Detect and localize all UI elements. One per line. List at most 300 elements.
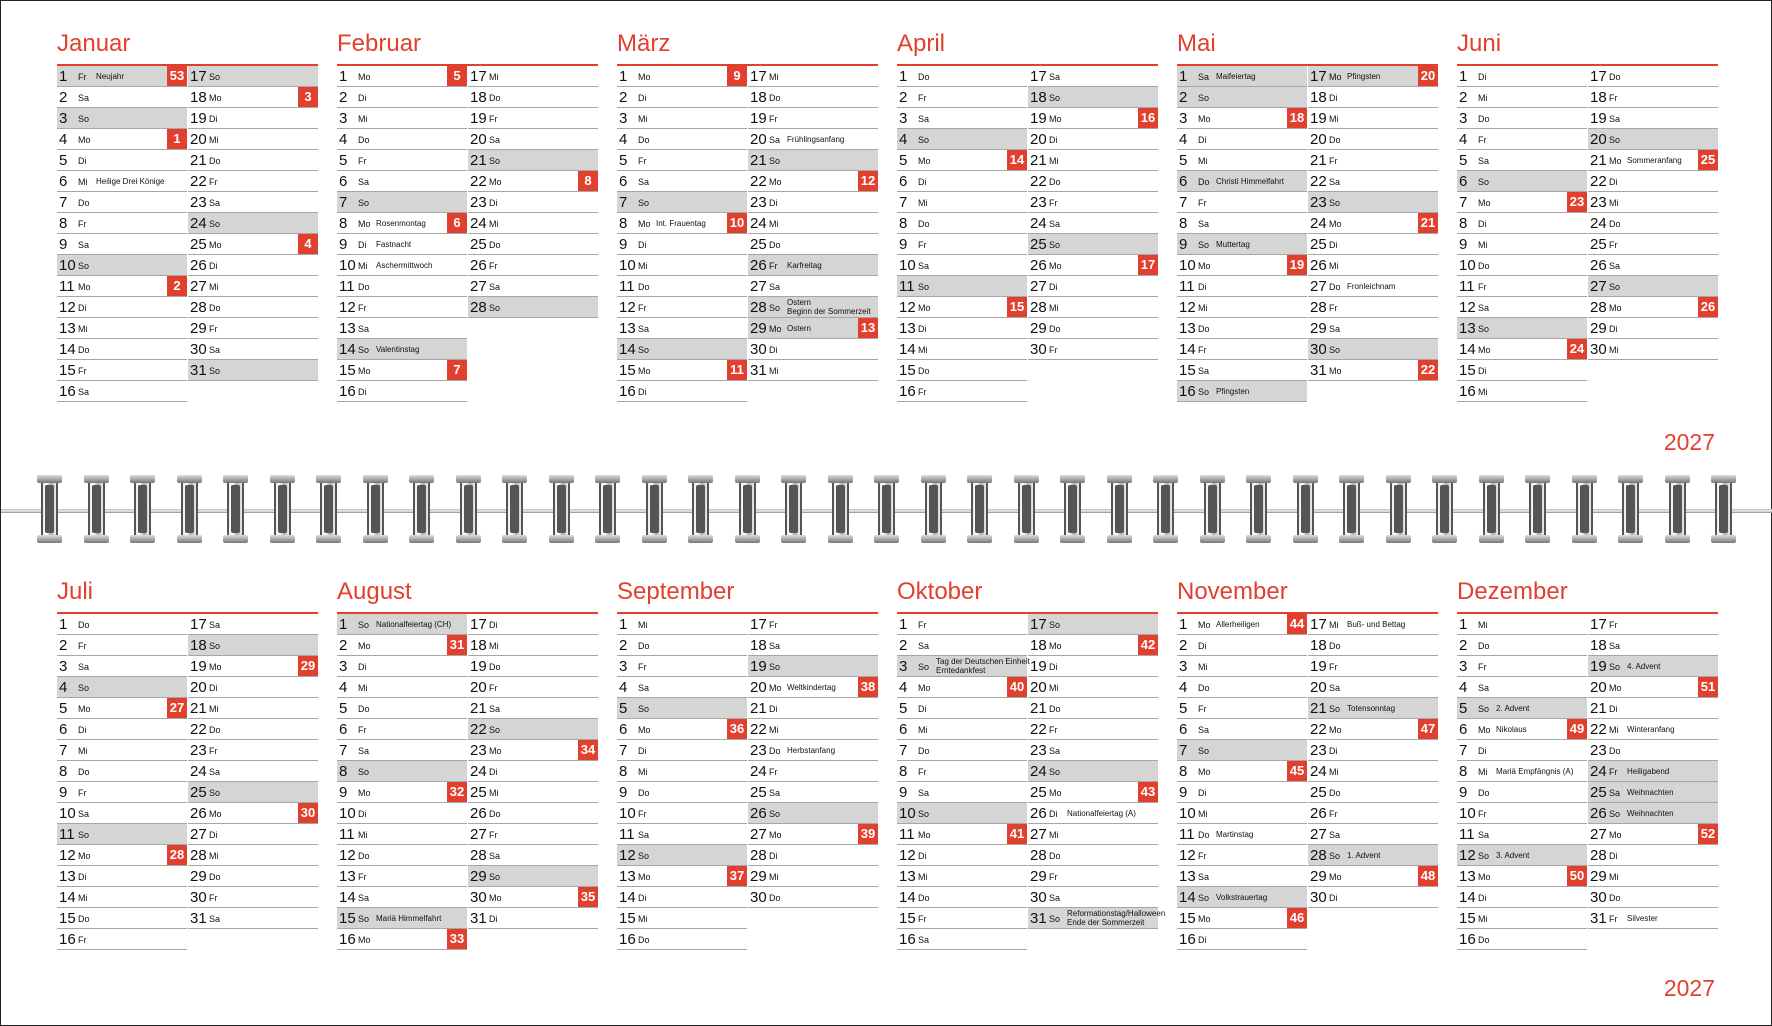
weekday-label: Fr xyxy=(769,767,778,777)
weekday-label: Mi xyxy=(1198,809,1208,819)
week-number-badge: 7 xyxy=(447,360,467,380)
day-number: 27 xyxy=(470,826,487,843)
weekday-label: Sa xyxy=(78,387,90,397)
day-row xyxy=(617,887,747,908)
weekday-label: Sa xyxy=(78,809,90,819)
weekday-label: Mo xyxy=(638,72,651,82)
day-row xyxy=(337,255,467,276)
days-column-2 xyxy=(748,614,878,908)
day-row xyxy=(57,614,187,635)
day-number: 20 xyxy=(750,679,767,696)
day-row xyxy=(337,318,467,339)
day-row xyxy=(1028,824,1158,845)
day-number: 1 xyxy=(899,68,908,85)
weekday-label: Do xyxy=(918,746,930,756)
day-number: 16 xyxy=(1459,931,1476,948)
weekday-label: Di xyxy=(769,851,778,861)
day-row xyxy=(1588,339,1718,360)
day-number: 7 xyxy=(59,194,68,211)
day-number: 2 xyxy=(619,637,628,654)
day-number: 21 xyxy=(1030,152,1047,169)
day-row xyxy=(337,677,467,698)
days-column-2 xyxy=(188,614,318,929)
weekday-label: Mo xyxy=(209,93,222,103)
weekday-label: Mi xyxy=(1609,345,1619,355)
day-row xyxy=(57,66,187,87)
weekday-label: So xyxy=(1609,809,1621,819)
day-row xyxy=(617,656,747,677)
weekday-label: So xyxy=(1329,198,1341,208)
day-number: 30 xyxy=(1310,889,1327,906)
day-row xyxy=(1177,150,1307,171)
weekday-label: Di xyxy=(1049,662,1058,672)
weekday-label: Do xyxy=(638,935,650,945)
day-number: 2 xyxy=(1179,637,1188,654)
day-number: 15 xyxy=(899,362,916,379)
day-row xyxy=(748,866,878,887)
weekday-label: Mo xyxy=(1609,683,1622,693)
day-row xyxy=(57,908,187,929)
days-column-2 xyxy=(1028,614,1166,929)
weekday-label: Di xyxy=(1329,93,1338,103)
weekday-label: Di xyxy=(209,683,218,693)
weekday-label: Fr xyxy=(769,620,778,630)
day-row xyxy=(1457,803,1587,824)
day-number: 8 xyxy=(1459,215,1468,232)
day-row xyxy=(1177,740,1307,761)
days-column-1 xyxy=(57,614,187,950)
weekday-label: Fr xyxy=(918,767,927,777)
day-row xyxy=(748,782,878,803)
day-number: 2 xyxy=(1459,89,1468,106)
day-number: 7 xyxy=(1179,194,1188,211)
day-number: 24 xyxy=(750,215,767,232)
day-row xyxy=(57,234,187,255)
day-row xyxy=(1308,129,1438,150)
weekday-label: Sa xyxy=(1049,219,1061,229)
day-row xyxy=(897,318,1027,339)
day-number: 14 xyxy=(899,341,916,358)
day-row xyxy=(748,129,878,150)
day-row xyxy=(617,824,747,845)
weekday-label: Sa xyxy=(918,641,930,651)
day-row xyxy=(188,192,318,213)
day-row xyxy=(57,656,187,677)
weekday-label: So xyxy=(769,303,781,313)
day-row xyxy=(468,887,598,908)
weekday-label: Mo xyxy=(1329,872,1342,882)
day-number: 17 xyxy=(470,616,487,633)
month-grid xyxy=(337,64,598,400)
weekday-label: Do xyxy=(769,893,781,903)
day-row xyxy=(337,129,467,150)
weekday-label: So xyxy=(1478,851,1490,861)
weekday-label: So xyxy=(1329,345,1341,355)
holiday-label: Allerheiligen xyxy=(1216,620,1260,629)
day-number: 11 xyxy=(59,826,75,843)
day-number: 25 xyxy=(190,236,207,253)
day-row xyxy=(337,761,467,782)
month-2 xyxy=(337,30,598,400)
weekday-label: Sa xyxy=(638,683,650,693)
day-number: 20 xyxy=(1310,679,1327,696)
day-row xyxy=(468,803,598,824)
day-number: 6 xyxy=(339,173,348,190)
week-number-badge: 22 xyxy=(1418,360,1438,380)
weekday-label: Di xyxy=(1609,177,1618,187)
day-row xyxy=(1457,150,1587,171)
days-column-2 xyxy=(1588,66,1718,360)
weekday-label: Do xyxy=(1049,704,1061,714)
day-number: 26 xyxy=(470,257,487,274)
weekday-label: Di xyxy=(918,704,927,714)
day-row xyxy=(897,656,1030,677)
holiday-label: Ostern xyxy=(787,324,812,333)
weekday-label: So xyxy=(918,135,930,145)
day-number: 2 xyxy=(1179,89,1188,106)
day-number: 23 xyxy=(190,194,207,211)
weekday-label: Sa xyxy=(638,830,650,840)
week-number-badge: 38 xyxy=(858,677,878,697)
day-number: 20 xyxy=(470,679,487,696)
day-number: 6 xyxy=(1459,721,1468,738)
day-number: 24 xyxy=(190,215,207,232)
weekday-label: Do xyxy=(638,282,650,292)
spiral-ring xyxy=(828,475,853,543)
weekday-label: Mo xyxy=(358,366,371,376)
day-row xyxy=(617,150,747,171)
weekday-label: Mo xyxy=(1609,156,1622,166)
day-number: 6 xyxy=(899,721,908,738)
weekday-label: Fr xyxy=(78,219,87,229)
weekday-label: Do xyxy=(1198,324,1210,334)
day-number: 14 xyxy=(339,341,356,358)
weekday-label: So xyxy=(1478,704,1490,714)
weekday-label: Do xyxy=(1329,788,1341,798)
day-number: 14 xyxy=(1179,341,1196,358)
spiral-ring xyxy=(1339,475,1364,543)
weekday-label: Do xyxy=(1049,851,1061,861)
day-number: 22 xyxy=(1590,173,1607,190)
day-row xyxy=(1028,108,1158,129)
weekday-label: Sa xyxy=(769,135,781,145)
day-row xyxy=(1028,677,1158,698)
days-column-2 xyxy=(1028,66,1158,360)
day-row xyxy=(1588,234,1718,255)
day-number: 15 xyxy=(1459,362,1476,379)
day-number: 11 xyxy=(1179,278,1195,295)
month-3 xyxy=(617,30,878,400)
day-row xyxy=(1177,782,1307,803)
weekday-label: Di xyxy=(1478,893,1487,903)
weekday-label: So xyxy=(489,872,501,882)
day-number: 16 xyxy=(899,383,916,400)
day-number: 23 xyxy=(190,742,207,759)
day-row xyxy=(897,719,1027,740)
day-row xyxy=(57,929,187,950)
weekday-label: Mi xyxy=(1329,261,1339,271)
day-row xyxy=(188,824,318,845)
day-row xyxy=(57,740,187,761)
day-row xyxy=(1308,740,1438,761)
day-number: 27 xyxy=(750,278,767,295)
holiday-label: Buß- und Bettag xyxy=(1347,620,1406,629)
day-number: 26 xyxy=(1590,257,1607,274)
day-row xyxy=(1588,192,1718,213)
weekday-label: Fr xyxy=(1478,135,1487,145)
week-number-badge: 34 xyxy=(578,740,598,760)
weekday-label: So xyxy=(358,345,370,355)
day-row xyxy=(1457,698,1587,719)
day-row xyxy=(617,360,747,381)
day-number: 19 xyxy=(1030,658,1047,675)
day-number: 18 xyxy=(750,89,767,106)
weekday-label: So xyxy=(489,303,501,313)
day-number: 22 xyxy=(470,173,487,190)
day-row xyxy=(57,845,187,866)
day-number: 10 xyxy=(59,257,76,274)
weekday-label: Di xyxy=(209,261,218,271)
day-row xyxy=(188,276,318,297)
day-number: 1 xyxy=(1459,68,1468,85)
holiday-label: Valentinstag xyxy=(376,345,420,354)
day-row xyxy=(1457,129,1587,150)
day-row xyxy=(337,66,467,87)
weekday-label: Mo xyxy=(1329,725,1342,735)
day-row xyxy=(1308,234,1438,255)
weekday-label: Di xyxy=(1478,72,1487,82)
day-number: 30 xyxy=(190,889,207,906)
weekday-label: Do xyxy=(1478,114,1490,124)
day-number: 19 xyxy=(1310,110,1327,127)
weekday-label: So xyxy=(638,851,650,861)
day-number: 19 xyxy=(750,658,767,675)
weekday-label: Mi xyxy=(1609,872,1619,882)
weekday-label: Fr xyxy=(78,72,87,82)
weekday-label: Mo xyxy=(358,641,371,651)
day-row xyxy=(1457,108,1587,129)
month-grid xyxy=(617,64,878,400)
weekday-label: So xyxy=(1329,704,1341,714)
weekday-label: Di xyxy=(638,893,647,903)
weekday-label: Do xyxy=(1478,788,1490,798)
day-number: 5 xyxy=(1459,700,1468,717)
weekday-label: Fr xyxy=(638,662,647,672)
weekday-label: So xyxy=(209,641,221,651)
weekday-label: Di xyxy=(638,387,647,397)
day-number: 9 xyxy=(619,784,628,801)
day-row xyxy=(468,87,598,108)
day-number: 6 xyxy=(339,721,348,738)
day-row xyxy=(1177,824,1307,845)
weekday-label: Mo xyxy=(1198,261,1211,271)
day-number: 1 xyxy=(1179,68,1188,85)
day-number: 12 xyxy=(1179,847,1196,864)
day-row xyxy=(748,360,878,381)
weekday-label: Fr xyxy=(638,303,647,313)
month-grid xyxy=(337,612,598,948)
day-number: 5 xyxy=(899,152,908,169)
weekday-label: Mi xyxy=(489,219,499,229)
day-row xyxy=(337,614,467,635)
day-row xyxy=(897,87,1027,108)
day-number: 9 xyxy=(59,236,68,253)
day-row xyxy=(897,782,1027,803)
day-row xyxy=(57,719,187,740)
day-number: 28 xyxy=(1310,299,1327,316)
day-number: 28 xyxy=(190,299,207,316)
day-number: 25 xyxy=(190,784,207,801)
day-number: 30 xyxy=(470,889,487,906)
spiral-ring xyxy=(921,475,946,543)
day-row xyxy=(1308,782,1438,803)
month-grid xyxy=(617,612,878,948)
day-row xyxy=(188,108,318,129)
day-number: 27 xyxy=(1590,826,1607,843)
weekday-label: Do xyxy=(78,767,90,777)
day-number: 22 xyxy=(1030,721,1047,738)
spiral-ring xyxy=(595,475,620,543)
day-number: 12 xyxy=(339,847,356,864)
weekday-label: Mo xyxy=(358,788,371,798)
day-row xyxy=(1588,908,1718,929)
day-row xyxy=(617,234,747,255)
day-number: 11 xyxy=(899,278,915,295)
days-column-2 xyxy=(1588,614,1718,929)
day-number: 29 xyxy=(1030,868,1047,885)
day-row xyxy=(188,698,318,719)
day-number: 8 xyxy=(1179,763,1188,780)
day-number: 7 xyxy=(59,742,68,759)
day-row xyxy=(1588,845,1718,866)
day-number: 21 xyxy=(750,152,767,169)
day-row xyxy=(1177,318,1307,339)
day-row xyxy=(897,866,1027,887)
weekday-label: Do xyxy=(358,282,370,292)
weekday-label: Mi xyxy=(1609,198,1619,208)
day-number: 19 xyxy=(1590,658,1607,675)
day-number: 30 xyxy=(1030,889,1047,906)
day-row xyxy=(897,908,1027,929)
weekday-label: Do xyxy=(1049,177,1061,187)
day-row xyxy=(1457,255,1587,276)
week-number-badge: 21 xyxy=(1418,213,1438,233)
day-number: 5 xyxy=(59,700,68,717)
day-number: 12 xyxy=(1179,299,1196,316)
weekday-label: Di xyxy=(358,662,367,672)
day-number: 21 xyxy=(750,700,767,717)
day-row xyxy=(1457,381,1587,402)
day-number: 18 xyxy=(750,637,767,654)
day-row xyxy=(1457,677,1587,698)
day-number: 8 xyxy=(1459,763,1468,780)
spiral-ring xyxy=(1293,475,1318,543)
holiday-label: Mariä Himmelfahrt xyxy=(376,914,442,923)
weekday-label: So xyxy=(209,72,221,82)
day-row xyxy=(897,740,1027,761)
day-number: 10 xyxy=(1179,257,1196,274)
day-row xyxy=(617,740,747,761)
weekday-label: Do xyxy=(1478,641,1490,651)
day-row xyxy=(57,297,187,318)
day-number: 6 xyxy=(1179,173,1188,190)
day-row xyxy=(57,108,187,129)
day-row xyxy=(1308,297,1438,318)
day-number: 25 xyxy=(1590,236,1607,253)
day-number: 23 xyxy=(750,194,767,211)
week-number-badge: 47 xyxy=(1418,719,1438,739)
week-number-badge: 3 xyxy=(298,87,318,107)
day-row xyxy=(1308,213,1438,234)
day-number: 5 xyxy=(339,700,348,717)
day-number: 29 xyxy=(1590,868,1607,885)
day-row xyxy=(468,255,598,276)
day-number: 10 xyxy=(899,257,916,274)
days-column-1 xyxy=(617,66,747,402)
day-row xyxy=(1308,845,1438,866)
weekday-label: Do xyxy=(769,93,781,103)
weekday-label: Sa xyxy=(918,935,930,945)
weekday-label: Di xyxy=(78,725,87,735)
day-number: 27 xyxy=(750,826,767,843)
day-row xyxy=(188,213,318,234)
day-row xyxy=(617,908,747,929)
day-number: 3 xyxy=(1179,658,1188,675)
holiday-label: Nikolaus xyxy=(1496,725,1527,734)
day-number: 11 xyxy=(339,278,355,295)
weekday-label: Mi xyxy=(1478,240,1488,250)
weekday-label: Mo xyxy=(489,746,502,756)
day-number: 15 xyxy=(1179,362,1196,379)
day-number: 10 xyxy=(619,257,636,274)
day-row xyxy=(1457,297,1587,318)
day-row xyxy=(57,824,187,845)
day-row xyxy=(1177,614,1307,635)
spiral-ring xyxy=(1107,475,1132,543)
weekday-label: So xyxy=(1198,387,1210,397)
weekday-label: Sa xyxy=(1609,261,1621,271)
day-number: 27 xyxy=(1590,278,1607,295)
day-row xyxy=(897,698,1027,719)
day-row xyxy=(1588,318,1718,339)
day-row xyxy=(748,150,878,171)
day-number: 31 xyxy=(190,362,207,379)
weekday-label: Fr xyxy=(1049,725,1058,735)
day-number: 24 xyxy=(470,763,487,780)
week-number-badge: 43 xyxy=(1138,782,1158,802)
day-number: 14 xyxy=(59,889,76,906)
month-name: März xyxy=(617,30,671,57)
weekday-label: Sa xyxy=(918,114,930,124)
day-row xyxy=(1028,698,1158,719)
week-number-badge: 30 xyxy=(298,803,318,823)
day-number: 19 xyxy=(1310,658,1327,675)
day-row xyxy=(1028,87,1158,108)
day-number: 28 xyxy=(750,299,767,316)
weekday-label: Fr xyxy=(918,387,927,397)
day-number: 3 xyxy=(339,110,348,127)
day-number: 12 xyxy=(899,847,916,864)
day-number: 4 xyxy=(619,679,628,696)
day-number: 11 xyxy=(1179,826,1195,843)
weekday-label: Di xyxy=(918,324,927,334)
day-number: 30 xyxy=(1310,341,1327,358)
day-number: 18 xyxy=(1590,89,1607,106)
day-row xyxy=(337,234,467,255)
day-row xyxy=(1588,635,1718,656)
day-number: 15 xyxy=(899,910,916,927)
weekday-label: Fr xyxy=(78,788,87,798)
